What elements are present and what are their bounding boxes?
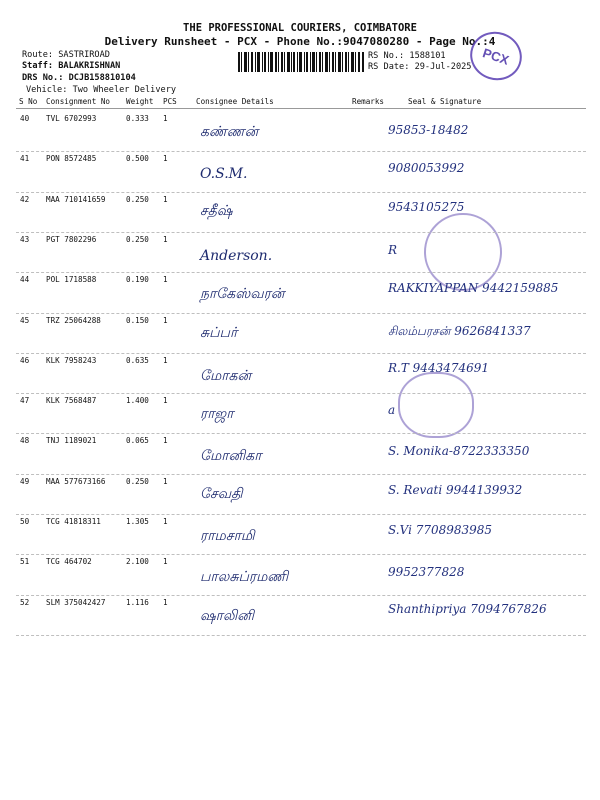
table-row bbox=[0, 354, 600, 394]
row-consignee-handwriting: கண்ணன் bbox=[200, 124, 259, 140]
row-pcs: 1 bbox=[163, 597, 168, 607]
row-signature: 9952377828 bbox=[388, 565, 465, 580]
row-pcs: 1 bbox=[163, 114, 168, 123]
row-pcs: 1 bbox=[163, 517, 168, 526]
row-sno: 49 bbox=[20, 476, 30, 486]
row-pcs: 1 bbox=[163, 557, 168, 567]
row-consignment-no: POL 1718588 bbox=[46, 275, 97, 285]
drs-number: DRS No.: DCJB158810104 bbox=[22, 73, 136, 83]
runsheet-title: THE PROFESSIONAL COURIERS, COIMBATORE bbox=[183, 22, 417, 34]
table-row bbox=[0, 596, 600, 636]
row-sno: 48 bbox=[20, 436, 30, 446]
row-pcs: 1 bbox=[163, 396, 168, 406]
col-header-weight: Weight bbox=[126, 97, 154, 106]
table-row bbox=[0, 394, 600, 434]
row-consignee-handwriting: O.S.M. bbox=[200, 166, 248, 183]
route-label: Route: SASTRIROAD bbox=[22, 50, 110, 60]
table-row bbox=[0, 233, 600, 273]
col-header-remarks: Remarks bbox=[352, 97, 385, 106]
row-signature: 9080053992 bbox=[388, 161, 465, 176]
col-header-sno: S No bbox=[19, 97, 38, 106]
table-row bbox=[0, 112, 600, 152]
table-row bbox=[0, 314, 600, 354]
staff-label: Staff: BALAKRISHNAN bbox=[22, 61, 121, 71]
row-signature: Shanthipriya 7094767826 bbox=[388, 601, 547, 616]
row-weight: 1.116 bbox=[126, 597, 149, 607]
vehicle-label: Vehicle: Two Wheeler Delivery bbox=[26, 85, 177, 95]
row-consignment-no: KLK 7568487 bbox=[46, 396, 97, 406]
row-consignment-no: MAA 710141659 bbox=[46, 194, 106, 204]
row-sno: 45 bbox=[20, 315, 30, 325]
row-pcs: 1 bbox=[163, 436, 168, 446]
row-sno: 52 bbox=[20, 597, 30, 607]
row-pcs: 1 bbox=[163, 234, 168, 244]
row-sno: 46 bbox=[20, 355, 30, 365]
row-weight: 0.065 bbox=[126, 436, 149, 446]
row-consignment-no: TVL 6702993 bbox=[46, 114, 97, 123]
row-sno: 50 bbox=[20, 517, 30, 526]
row-consignment-no: TRZ 25064288 bbox=[46, 315, 101, 325]
col-header-consignee: Consignee Details bbox=[196, 97, 274, 106]
barcode-image bbox=[238, 52, 364, 72]
table-row bbox=[0, 475, 600, 515]
row-weight: 0.500 bbox=[126, 154, 149, 164]
row-signature: R.T 9443474691 bbox=[388, 360, 490, 375]
row-signature: 9543105275 bbox=[388, 199, 465, 214]
row-consignee-handwriting: ராமசாமி bbox=[200, 528, 255, 544]
row-pcs: 1 bbox=[163, 315, 168, 325]
row-signature: S. Revati 9944139932 bbox=[388, 482, 523, 497]
table-row bbox=[0, 515, 600, 555]
pcx-stamp: PCX bbox=[464, 25, 528, 87]
row-weight: 0.635 bbox=[126, 355, 149, 365]
row-consignee-handwriting: மோகன் bbox=[200, 367, 252, 384]
row-sno: 51 bbox=[20, 557, 30, 567]
row-consignee-handwriting: ராஜா bbox=[200, 406, 234, 423]
row-weight: 0.150 bbox=[126, 315, 149, 325]
row-pcs: 1 bbox=[163, 275, 168, 285]
row-signature: 95853-18482 bbox=[388, 123, 469, 137]
row-pcs: 1 bbox=[163, 476, 168, 486]
table-row bbox=[0, 152, 600, 192]
row-sno: 47 bbox=[20, 396, 30, 406]
row-consignee-handwriting: Anderson. bbox=[200, 247, 273, 264]
row-consignment-no: TCG 41818311 bbox=[46, 517, 101, 526]
row-consignment-no: KLK 7958243 bbox=[46, 355, 97, 365]
row-weight: 1.305 bbox=[126, 517, 149, 526]
table-row bbox=[0, 193, 600, 233]
row-consignee-handwriting: சேவதி bbox=[200, 485, 243, 502]
row-consignment-no: TNJ 1189021 bbox=[46, 436, 97, 446]
row-separator bbox=[16, 635, 586, 636]
row-sno: 43 bbox=[20, 234, 30, 244]
row-consignment-no: PGT 7802296 bbox=[46, 234, 97, 244]
row-consignee-handwriting: சுப்பர் bbox=[200, 324, 238, 341]
col-header-consignment: Consignment No bbox=[46, 97, 111, 106]
row-consignee-handwriting: ஷாலினி bbox=[200, 607, 254, 624]
row-sno: 41 bbox=[20, 154, 30, 164]
row-consignee-handwriting: மோனிகா bbox=[200, 448, 262, 465]
row-consignee-handwriting: சதீஷ் bbox=[200, 202, 233, 219]
row-sno: 42 bbox=[20, 194, 30, 204]
row-consignment-no: SLM 375042427 bbox=[46, 597, 106, 607]
row-consignment-no: MAA 577673166 bbox=[46, 476, 106, 486]
row-consignee-handwriting: பாலசுப்ரமணி bbox=[200, 569, 289, 586]
row-consignment-no: PON 8572485 bbox=[46, 154, 97, 164]
row-signature: RAKKIYAPPAN 9442159885 bbox=[388, 281, 559, 296]
row-sno: 40 bbox=[20, 114, 30, 123]
table-row bbox=[0, 273, 600, 313]
row-consignment-no: TCG 464702 bbox=[46, 557, 92, 567]
row-pcs: 1 bbox=[163, 194, 168, 204]
table-row bbox=[0, 434, 600, 474]
row-signature: சிலம்பரசன் 9626841337 bbox=[388, 323, 531, 338]
row-weight: 0.190 bbox=[126, 275, 149, 285]
row-signature: S.Vi 7708983985 bbox=[388, 523, 493, 537]
row-weight: 0.333 bbox=[126, 114, 149, 123]
row-signature: R bbox=[388, 242, 398, 257]
row-sno: 44 bbox=[20, 275, 30, 285]
rs-number: RS No.: 1588101 bbox=[368, 51, 446, 61]
row-weight: 2.100 bbox=[126, 557, 149, 567]
header-rule bbox=[16, 108, 586, 109]
row-pcs: 1 bbox=[163, 154, 168, 164]
row-signature: S. Monika-8722333350 bbox=[388, 444, 530, 459]
runsheet-subtitle: Delivery Runsheet - PCX - Phone No.:9047080280 - Page No.:4 bbox=[104, 35, 496, 48]
rs-date: RS Date: 29-Jul-2025 bbox=[368, 62, 472, 72]
row-consignee-handwriting: நாகேஸ்வரன் bbox=[200, 286, 285, 303]
table-row bbox=[0, 555, 600, 595]
row-pcs: 1 bbox=[163, 355, 168, 365]
row-weight: 0.250 bbox=[126, 234, 149, 244]
row-weight: 1.400 bbox=[126, 396, 149, 406]
col-header-signature: Seal & Signature bbox=[408, 97, 482, 106]
row-weight: 0.250 bbox=[126, 476, 149, 486]
row-signature: a bbox=[388, 403, 396, 418]
col-header-pcs: PCS bbox=[163, 97, 177, 106]
row-weight: 0.250 bbox=[126, 194, 149, 204]
